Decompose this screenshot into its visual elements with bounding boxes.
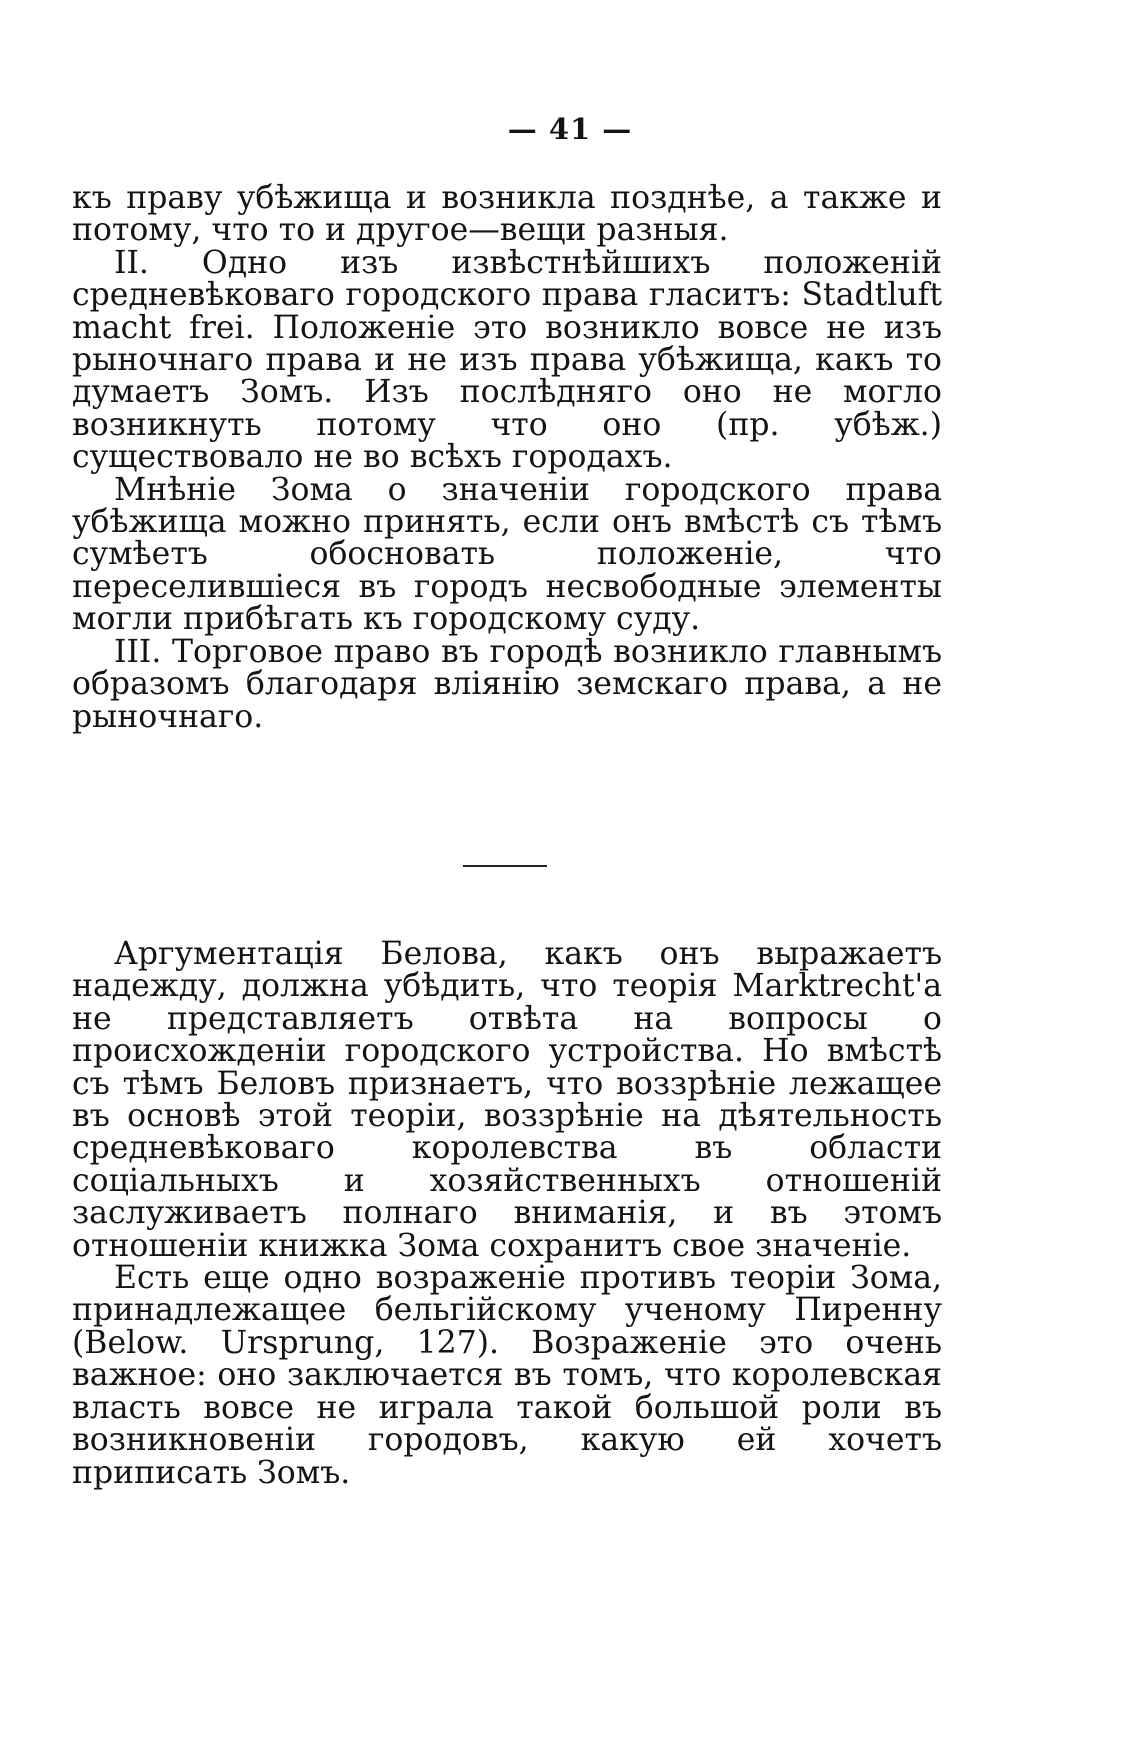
paragraph-zom-opinion: Мнѣніе Зома о значеніи городского права убѣжища можно принять, если онъ вмѣстѣ съ тѣмъ сумѣетъ обосновать положеніе, что переселившіеся въ городъ несвободные элементы могли прибѣгать къ городскому суду.: [72, 471, 942, 638]
section-2-text: [72, 938, 942, 1489]
paragraph-continuation: къ праву убѣжища и возникла позднѣе, а также и потому, что то и другое—вещи разныя.: [72, 180, 942, 249]
paragraph-below-argument: Аргументація Белова, какъ онъ выражаетъ надежду, должна убѣдить, что теорія Marktrecht'а не представляетъ отвѣта на вопросы о происхожденіи городского устройства. Но вмѣстѣ съ тѣмъ Беловъ признаетъ, что воззрѣніе лежащее въ основѣ этой теоріи, воззрѣніе на дѣятельность средневѣковаго королевства въ области соціальныхъ и хозяйственныхъ отношеній заслуживаетъ полнаго вниманія, и въ этомъ отношеніи книжка Зома сохранитъ свое значеніе.: [72, 936, 942, 1264]
paragraph-thesis-3: III. Торговое право въ городѣ возникло главнымъ образомъ благодаря вліянію земскаго права, а не рыночнаго.: [72, 633, 942, 735]
page-number: — 41 —: [507, 112, 633, 146]
section-divider: [463, 865, 547, 867]
section-1-text: [72, 182, 942, 733]
paragraph-pirenne-objection: Есть еще одно возраженіе противъ теоріи Зома, принадлежащее бельгійскому ученому Пиренну (Below. Ursprung, 127). Возраженіе это очень важное: оно заключается въ томъ, что королевская власть вовсе не играла такой большой роли въ возникновеніи городовъ, какую ей хочетъ приписать Зомъ.: [72, 1260, 942, 1491]
paragraph-thesis-2: II. Одно изъ извѣстнѣйшихъ положеній средневѣковаго городского права гласитъ: Stadtluft macht frei. Положеніе это возникло вовсе не изъ рыночнаго права и не изъ права убѣжища, какъ то думаетъ Зомъ. Изъ послѣдняго оно не могло возникнуть потому что оно (пр. убѣж.) существовало не во всѣхъ городахъ.: [72, 244, 942, 476]
